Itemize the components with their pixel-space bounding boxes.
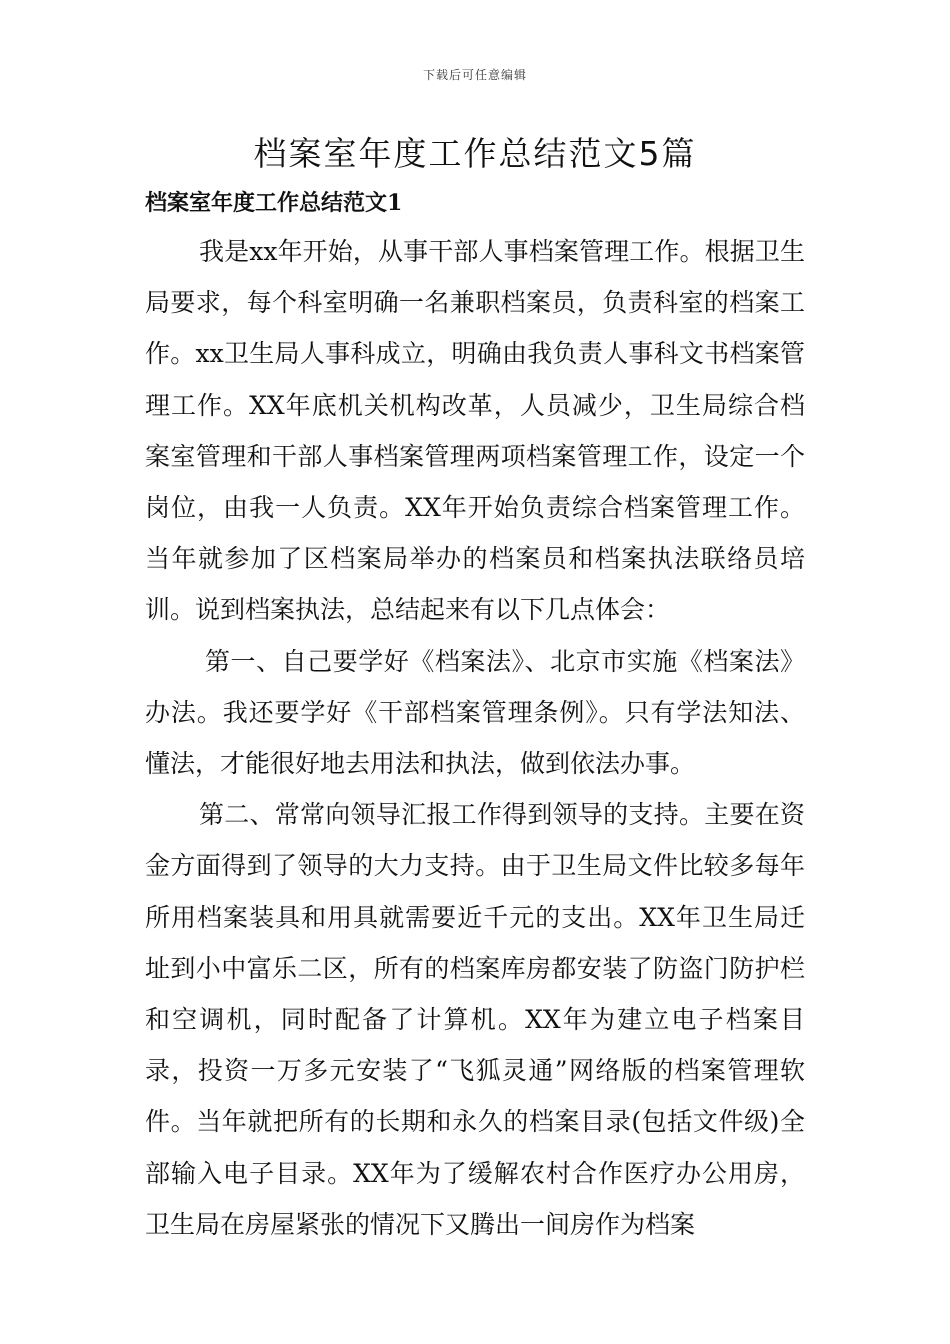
document-title: 档案室年度工作总结范文5篇 (253, 134, 697, 173)
section-title: 档案室年度工作总结范文1 (145, 190, 403, 216)
document-body (145, 226, 805, 1250)
paragraph: 第二、常常向领导汇报工作得到领导的支持。主要在资金方面得到了领导的大力支持。由于卫生局文件比较多每年所用档案装具和用具就需要近千元的支出。XX年卫生局迁址到小中富乐二区，所有的档案库房都安装了防盗门防护栏和空调机，同时配备了计算机。XX年为建立电子档案目录，投资一万多元安装了“飞狐灵通”网络版的档案管理软件。当年就把所有的长期和永久的档案目录(包括文件级)全部输入电子目录。XX年为了缓解农村合作医疗办公用房，卫生局在房屋紧张的情况下又腾出一间房作为档案 (145, 800, 805, 1239)
paragraph: 我是xx年开始，从事干部人事档案管理工作。根据卫生局要求，每个科室明确一名兼职档案员，负责科室的档案工作。xx卫生局人事科成立，明确由我负责人事科文书档案管理工作。XX年底机关机构改革，人员减少，卫生局综合档案室管理和干部人事档案管理两项档案管理工作，设定一个岗位，由我一人负责。XX年开始负责综合档案管理工作。当年就参加了区档案局举办的档案员和档案执法联络员培训。说到档案执法，总结起来有以下几点体会： (145, 237, 805, 625)
header-note: 下载后可任意编辑 (422, 68, 527, 82)
paragraph: 第一、自己要学好《档案法》、北京市实施《档案法》办法。我还要学好《干部档案管理条例》。只有学法知法、懂法，才能很好地去用法和执法，做到依法办事。 (145, 646, 805, 779)
